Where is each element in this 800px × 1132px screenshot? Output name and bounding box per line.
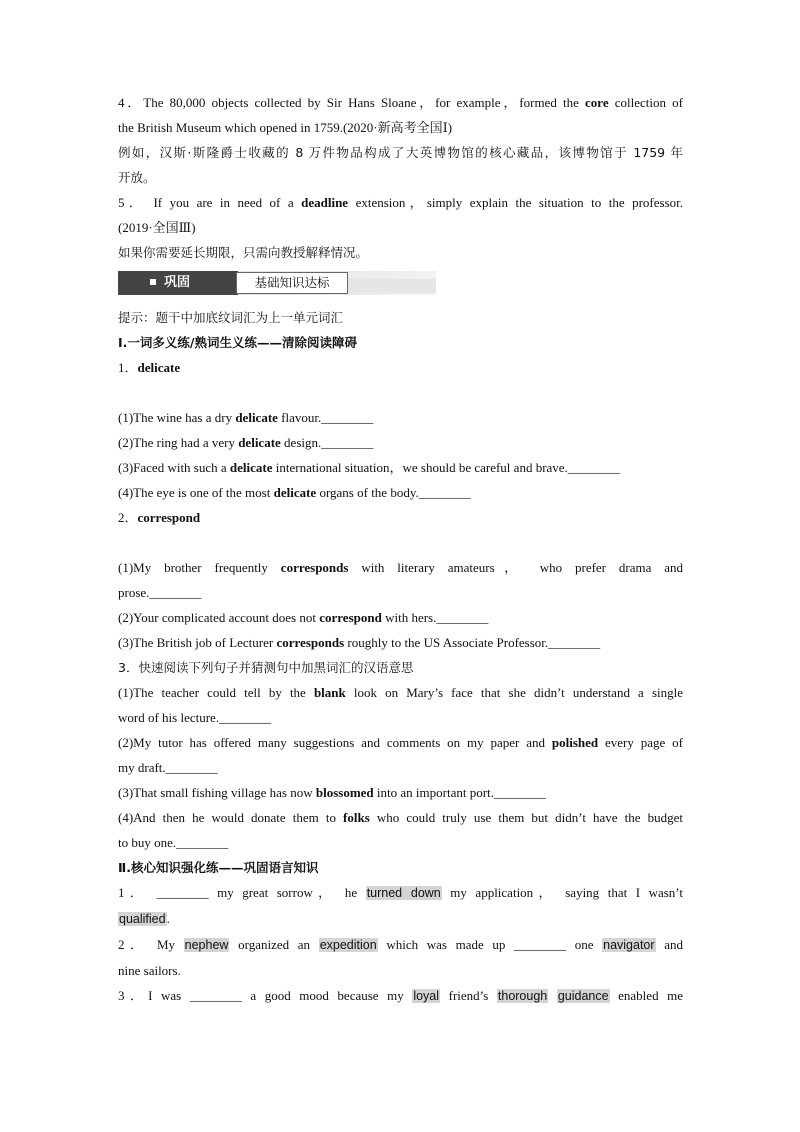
banner-tag: 基础知识达标 [236,272,348,294]
spacer [118,380,683,405]
text: 5． If you are in need of a [118,195,302,210]
text: (1)The wine has a dry [118,410,236,425]
keyword-deadline: deadline [301,195,349,210]
q2-word: correspond [137,510,201,525]
q3-item-3 [118,780,683,805]
section-banner [118,271,436,295]
highlight-navigator: navigator [603,938,655,952]
highlight-turned-down: turned down [366,886,441,900]
q2-heading [118,505,683,530]
keyword: delicate [229,460,273,475]
item-4-translation-1: 例如，汉斯·斯隆爵士收藏的 8 万件物品构成了大英博物馆的核心藏品，该博物馆于 1759 年 [118,145,683,160]
q3-item-1 [118,680,683,705]
text: organs of the body.________ [316,485,471,500]
highlight-guidance: guidance [557,989,609,1003]
text: international situation，we should be careful and brave.________ [272,460,620,475]
banner-strip [348,279,436,293]
keyword: correspond [319,610,382,625]
q2-number: 2． [118,510,138,525]
text: (3)The British job of Lecturer [118,635,277,650]
q3-item-4 [118,805,683,830]
keyword-core: core [585,95,609,110]
document-page [118,90,683,1009]
banner-title-text: 巩固 [164,275,191,290]
highlight-loyal: loyal [413,989,440,1003]
text: with hers.________ [381,610,489,625]
keyword: corresponds [276,635,345,650]
s2-item-1 [118,880,683,906]
banner-title [118,271,236,295]
q3-item-4-cont: to buy one.________ [118,835,229,850]
q1-word: delicate [137,360,181,375]
s2-item-2 [118,932,683,958]
text: (3)Faced with such a [118,460,230,475]
highlight-qualified: qualified [119,912,166,926]
text: (1)The teacher could tell by the [118,685,314,700]
s2-item-2-cont: nine sailors. [118,963,181,978]
highlight-nephew: nephew [184,938,229,952]
text: design.________ [280,435,374,450]
text: every page of [598,735,683,750]
keyword: corresponds [280,560,349,575]
keyword: delicate [273,485,317,500]
item-5-translation: 如果你需要延长期限，只需向教授解释情况。 [118,245,369,260]
keyword: delicate [238,435,281,450]
keyword: blank [313,685,346,700]
text: (1)My brother frequently [118,560,281,575]
item-4-translation-2: 开放。 [118,170,156,185]
q2-item-3 [118,630,683,655]
text: into an important port.________ [373,785,546,800]
q3-item-1-cont: word of his lecture.________ [118,710,272,725]
q3-item-2 [118,730,683,755]
text: which was made up ________ one [377,937,603,952]
text: 3．I was ________ a good mood because my [118,988,413,1003]
text: enabled me [609,988,684,1003]
item-5-line-2: (2019·全国Ⅲ) [118,220,196,235]
text: friend’s [440,988,497,1003]
q1-item-4 [118,480,683,505]
s2-item-3 [118,983,683,1009]
q1-item-3 [118,455,683,480]
text: 2． My [118,937,184,952]
keyword: blossomed [315,785,374,800]
text: flavour.________ [277,410,374,425]
section-2-title: Ⅱ.核心知识强化练——巩固语言知识 [118,860,319,875]
text: (4)The eye is one of the most [118,485,274,500]
text: roughly to the US Associate Professor.________ [344,635,601,650]
text [548,988,557,1003]
q1-heading [118,355,683,380]
hint: 提示：题干中加底纹词汇为上一单元词汇 [118,310,344,325]
item-4-line-2: the British Museum which opened in 1759.(2020·新高考全国Ⅰ) [118,120,453,135]
keyword: delicate [235,410,278,425]
q2-item-1 [118,555,683,580]
text: who could truly use them but didn’t have the budget [369,810,683,825]
q3-item-2-cont: my draft.________ [118,760,218,775]
text: extension，simply explain the situation to the professor. [348,195,683,210]
keyword: polished [551,735,599,750]
text: with literary amateurs， who prefer drama and [348,560,684,575]
text: look on Mary’s face that she didn’t understand a single [345,685,683,700]
text: collection of [608,95,683,110]
section-1-title: Ⅰ.一词多义练/熟词生义练——清除阅读障碍 [118,335,357,350]
spacer [118,530,683,555]
item-4-line-1 [118,90,683,115]
text: organized an [229,937,319,952]
highlight-expedition: expedition [319,938,377,952]
item-5-line-1 [118,190,683,215]
text: (4)And then he would donate them to [118,810,344,825]
q2-item-2 [118,605,683,630]
text: (3)That small fishing village has now [118,785,316,800]
q1-number: 1． [118,360,138,375]
q1-item-1 [118,405,683,430]
q2-item-1-cont: prose.________ [118,585,202,600]
text: my application， saying that I wasn’t [441,885,683,900]
square-bullet-icon [150,279,156,285]
q1-item-2 [118,430,683,455]
text: 4．The 80,000 objects collected by Sir Hans Sloane，for example，formed the [118,95,586,110]
s2-item-1-cont [118,906,683,932]
text: (2)My tutor has offered many suggestions and comments on my paper and [118,735,552,750]
keyword: folks [343,810,370,825]
text: and [655,937,683,952]
q3-title: 3．快速阅读下列句子并猜测句中加黑词汇的汉语意思 [118,660,414,675]
text: (2)Your complicated account does not [118,610,320,625]
text: (2)The ring had a very [118,435,239,450]
highlight-thorough: thorough [497,989,548,1003]
text: . [166,911,170,926]
text: 1． ________ my great sorrow， he [118,885,366,900]
